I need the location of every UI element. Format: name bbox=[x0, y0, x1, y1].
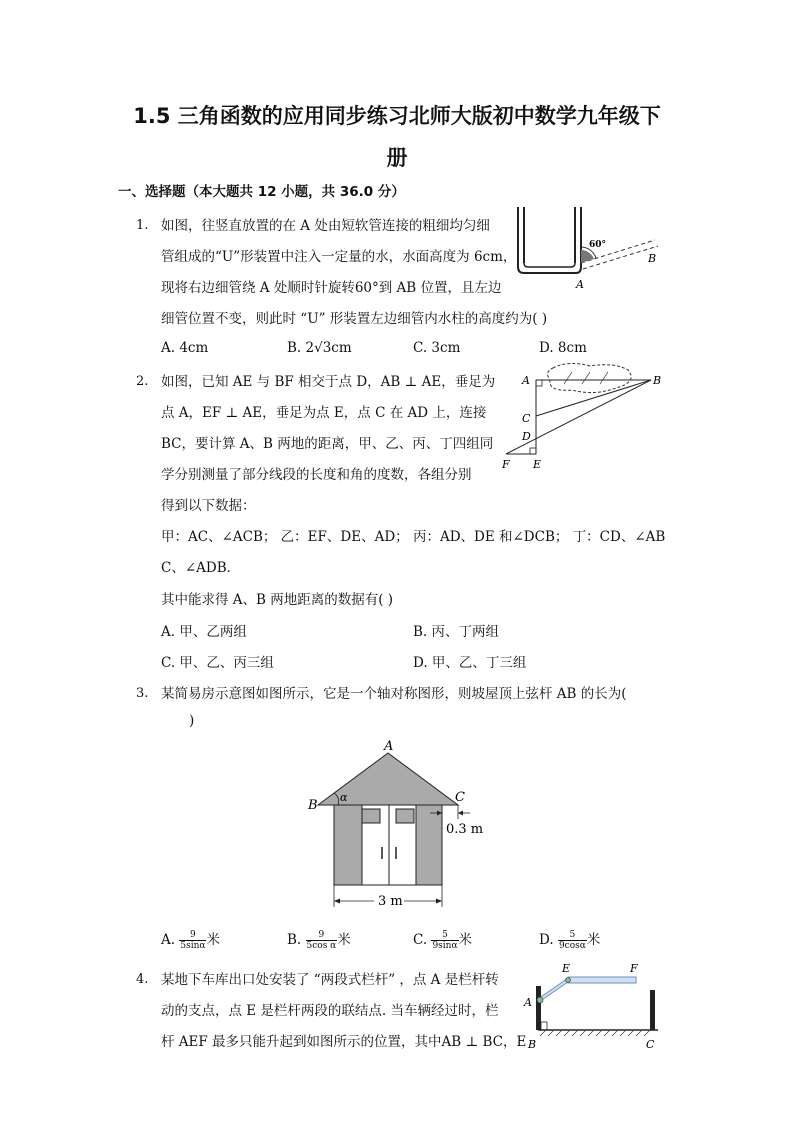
page-title: 1.5 三角函数的应用同步练习北师大版初中数学九年级下 bbox=[133, 104, 661, 128]
point-b-label: B bbox=[528, 1038, 537, 1051]
question-text: 点 A，EF ⊥ AE，垂足为点 E，点 C 在 AD 上，连接 bbox=[161, 405, 487, 421]
denominator: 9sinα bbox=[432, 941, 458, 951]
point-f-label: F bbox=[630, 962, 638, 975]
option-label: B. bbox=[287, 932, 302, 948]
point-c-label: C bbox=[522, 412, 531, 425]
numerator: 9 bbox=[306, 930, 338, 941]
distance-figure bbox=[498, 362, 668, 474]
point-d-label: D bbox=[522, 430, 531, 443]
point-a-label: A bbox=[522, 374, 530, 387]
numerator: 5 bbox=[431, 930, 458, 941]
question-text: 得到以下数据： bbox=[161, 498, 256, 514]
question-text: 甲：AC、∠ACB； 乙：EF、DE、AD； 丙：AD、DE 和∠DCB； 丁：CD、∠AB bbox=[161, 529, 666, 545]
option-b[interactable]: B. 2√3cm bbox=[287, 340, 352, 356]
option-b[interactable]: B. 丙、丁两组 bbox=[413, 624, 500, 640]
question-text: 学分别测量了部分线段的长度和角的度数，各组分别 bbox=[161, 467, 472, 483]
angle-label: 60° bbox=[589, 240, 607, 250]
option-b[interactable] bbox=[287, 928, 351, 951]
denominator: 5sinα bbox=[180, 941, 206, 951]
u-tube-figure bbox=[510, 205, 665, 290]
barrier-figure bbox=[520, 958, 665, 1053]
point-b-label: B bbox=[308, 798, 318, 813]
question-text: 现将右边细管绕 A 处顺时针旋转60°到 AB 位置，且左边 bbox=[161, 280, 502, 296]
point-a-label: A bbox=[384, 739, 394, 754]
question-text: 其中能求得 A、B 两地距离的数据有( ) bbox=[161, 592, 394, 608]
question-text: 某地下车库出口处安装了 “两段式栏杆” ，点 A 是栏杆转 bbox=[161, 972, 499, 988]
option-a[interactable]: A. 4cm bbox=[161, 340, 209, 356]
fraction bbox=[431, 930, 458, 951]
width-label: 3 m bbox=[378, 894, 403, 909]
eave-length-label: 0.3 m bbox=[446, 822, 484, 837]
question-text: 细管位置不变，则此时 “U” 形装置左边细管内水柱的高度约为( ) bbox=[161, 311, 548, 327]
numerator: 5 bbox=[558, 930, 587, 941]
point-c-label: C bbox=[646, 1038, 655, 1051]
point-a-label: A bbox=[576, 278, 584, 290]
option-label: D. bbox=[539, 932, 554, 948]
option-d[interactable]: D. 甲、乙、丁三组 bbox=[413, 655, 527, 671]
unit: 米 bbox=[458, 932, 473, 948]
option-a[interactable] bbox=[161, 928, 220, 951]
option-c[interactable]: C. 甲、乙、丙三组 bbox=[161, 655, 274, 671]
question-number: 1. bbox=[136, 218, 149, 233]
option-d[interactable]: D. 8cm bbox=[539, 340, 587, 356]
question-text: C、∠ADB． bbox=[161, 560, 241, 576]
unit: 米 bbox=[206, 932, 220, 948]
point-f-label: F bbox=[502, 458, 510, 471]
option-a[interactable]: A. 甲、乙两组 bbox=[161, 624, 247, 640]
unit: 米 bbox=[586, 932, 601, 948]
unit: 米 bbox=[337, 932, 351, 948]
question-number: 4. bbox=[136, 972, 149, 987]
option-c[interactable]: C. 3cm bbox=[413, 340, 461, 356]
question-text: ) bbox=[189, 713, 195, 729]
question-text: BC，要计算 A、B 两地的距离，甲、乙、丙、丁四组同 bbox=[161, 436, 494, 452]
point-b-label: B bbox=[648, 252, 657, 265]
point-e-label: E bbox=[562, 962, 571, 975]
question-text: 如图，已知 AE 与 BF 相交于点 D，AB ⊥ AE，垂足为 bbox=[161, 374, 496, 390]
question-text: 杆 AEF 最多只能升起到如图所示的位置，其中AB ⊥ BC，E bbox=[161, 1034, 527, 1050]
fraction bbox=[179, 930, 206, 951]
option-label: C. bbox=[413, 932, 428, 948]
option-c[interactable] bbox=[413, 928, 472, 951]
fraction bbox=[306, 930, 338, 951]
section-heading: 一、选择题（本大题共 12 小题，共 36.0 分） bbox=[118, 184, 405, 200]
page-title-cont: 册 bbox=[386, 146, 408, 170]
point-a-label: A bbox=[524, 996, 532, 1009]
option-d[interactable] bbox=[539, 928, 600, 951]
question-text: 某简易房示意图如图所示，它是一个轴对称图形，则坡屋顶上弦杆 AB 的长为( bbox=[161, 686, 627, 702]
alpha-label: α bbox=[340, 791, 348, 804]
denominator: 5cos α bbox=[306, 941, 337, 951]
question-text: 如图，往竖直放置的在 A 处由短软管连接的粗细均匀细 bbox=[161, 218, 490, 234]
option-label: A. bbox=[161, 932, 176, 948]
point-e-label: E bbox=[533, 458, 542, 471]
numerator: 9 bbox=[179, 930, 206, 941]
denominator: 9cosα bbox=[558, 941, 586, 951]
question-text: 动的支点，点 E 是栏杆两段的联结点. 当车辆经过时，栏 bbox=[161, 1003, 499, 1019]
point-c-label: C bbox=[455, 790, 465, 805]
question-text: 管组成的“U”形装置中注入一定量的水，水面高度为 6cm， bbox=[161, 249, 517, 265]
fraction bbox=[558, 930, 587, 951]
point-b-label: B bbox=[653, 374, 662, 387]
question-number: 3. bbox=[136, 686, 149, 701]
house-figure bbox=[300, 735, 500, 915]
question-number: 2. bbox=[136, 374, 149, 389]
